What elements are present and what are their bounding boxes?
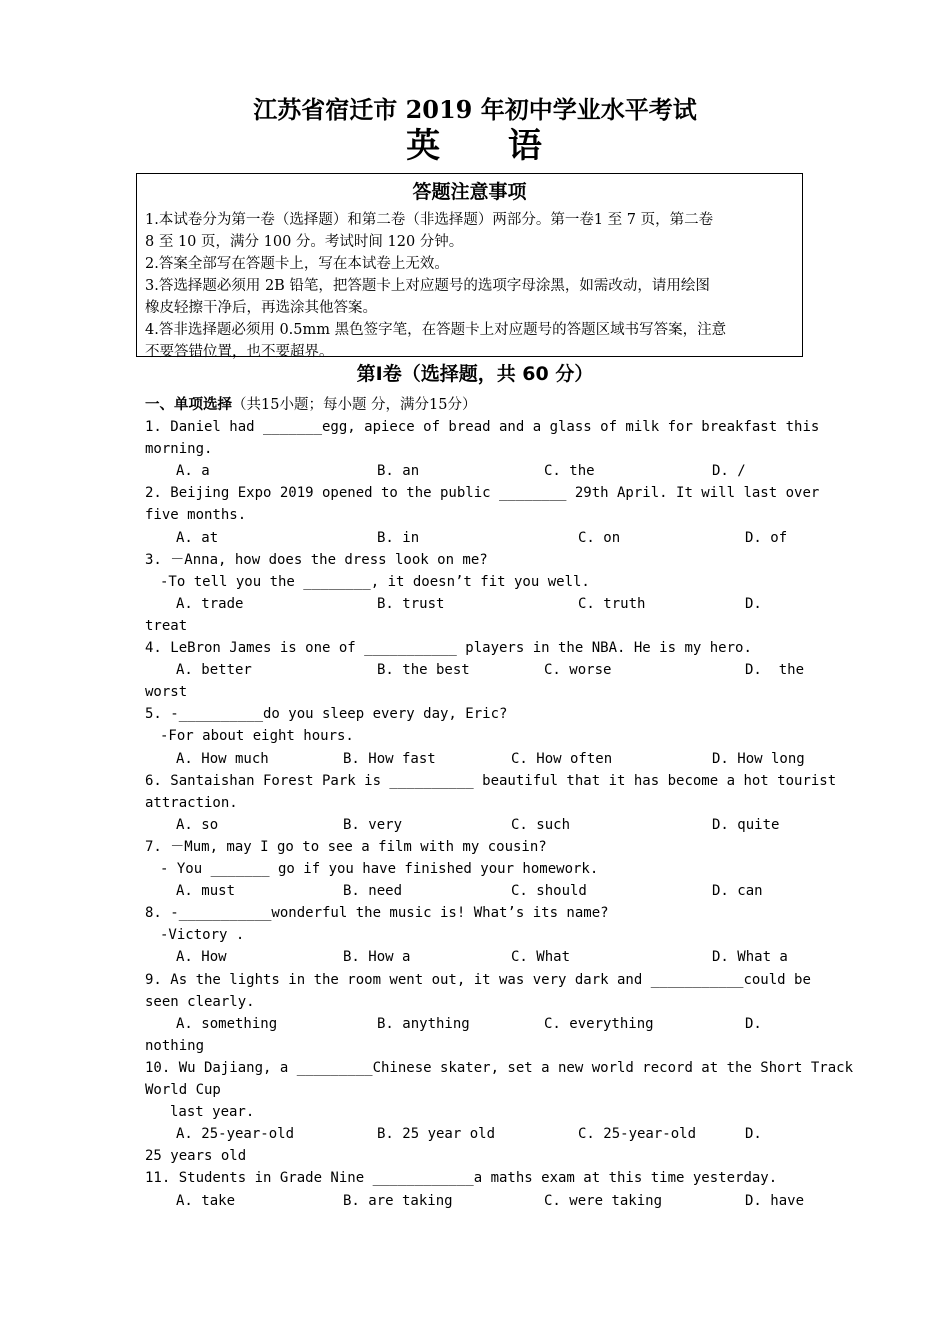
option-a: A. a: [176, 463, 210, 479]
part-heading: [145, 393, 477, 414]
question-text: attraction.: [145, 795, 238, 811]
option-b: B. trust: [377, 596, 445, 612]
question-text: 25 years old: [145, 1148, 247, 1164]
option-d: D. What a: [712, 949, 788, 965]
question-text: -To tell you the ________, it doesn’t fit you well.: [160, 574, 590, 590]
notice-line: 4.答非选择题必须用 0.5mm 黑色签字笔，在答题卡上对应题号的答题区域书写答案，注意: [145, 322, 727, 338]
option-d: D. How long: [712, 751, 805, 767]
question-text: 7. －Mum, may I go to see a film with my cousin?: [145, 839, 547, 855]
option-c: C. such: [511, 817, 571, 833]
section-title: 第Ⅰ卷（选择题，共 60 分）: [356, 363, 594, 385]
option-c: C. truth: [578, 596, 646, 612]
option-c: C. on: [578, 530, 621, 546]
option-a: A. something: [176, 1016, 278, 1032]
option-c: C. worse: [544, 662, 612, 678]
question-text: five months.: [145, 507, 247, 523]
question-text: 8. -___________wonderful the music is! What’s its name?: [145, 905, 609, 921]
option-a: A. at: [176, 530, 219, 546]
notice-line: 8 至 10 页，满分 100 分。考试时间 120 分钟。: [145, 234, 464, 250]
option-a: A. so: [176, 817, 219, 833]
question-text: last year.: [170, 1104, 255, 1120]
question-text: 9. As the lights in the room went out, it was very dark and ___________could be: [145, 972, 811, 988]
subject-title: 英 语: [406, 126, 544, 166]
option-c: C. How often: [511, 751, 613, 767]
question-text: - You _______ go if you have finished your homework.: [160, 861, 599, 877]
question-text: 5. -__________do you sleep every day, Eric?: [145, 706, 508, 722]
option-d: D. quite: [712, 817, 780, 833]
option-d: D.: [745, 1126, 762, 1142]
question-text: World Cup: [145, 1082, 221, 1098]
option-b: B. 25 year old: [377, 1126, 496, 1142]
option-d: D. have: [745, 1193, 805, 1209]
option-d: D. /: [712, 463, 746, 479]
question-text: morning.: [145, 441, 213, 457]
option-b: B. very: [343, 817, 403, 833]
question-text: seen clearly.: [145, 994, 255, 1010]
question-text: 4. LeBron James is one of ___________ players in the NBA. He is my hero.: [145, 640, 752, 656]
part-note: （共15小题；每小题 分，满分15分）: [232, 397, 477, 413]
option-a: A. take: [176, 1193, 236, 1209]
question-text: 2. Beijing Expo 2019 opened to the public ________ 29th April. It will last over: [145, 485, 820, 501]
question-text: -For about eight hours.: [160, 728, 354, 744]
option-a: A. How much: [176, 751, 269, 767]
option-a: A. 25-year-old: [176, 1126, 295, 1142]
option-a: A. must: [176, 883, 236, 899]
option-b: B. an: [377, 463, 420, 479]
option-b: B. are taking: [343, 1193, 453, 1209]
option-d: D. the: [745, 662, 805, 678]
option-c: C. everything: [544, 1016, 654, 1032]
question-text: 6. Santaishan Forest Park is __________ beautiful that it has become a hot tourist: [145, 773, 837, 789]
question-text: 1. Daniel had _______egg, apiece of bread and a glass of milk for breakfast this: [145, 419, 820, 435]
notice-line: 橡皮轻擦干净后，再选涂其他答案。: [145, 300, 377, 316]
question-text: nothing: [145, 1038, 205, 1054]
option-c: C. were taking: [544, 1193, 663, 1209]
notice-line: 1.本试卷分为第一卷（选择题）和第二卷（非选择题）两部分。第一卷1 至 7 页，第二卷: [145, 212, 714, 228]
option-c: C. should: [511, 883, 587, 899]
option-d: D.: [745, 1016, 762, 1032]
option-c: C. 25-year-old: [578, 1126, 697, 1142]
option-b: B. the best: [377, 662, 470, 678]
option-b: B. need: [343, 883, 403, 899]
option-a: A. trade: [176, 596, 244, 612]
option-d: D.: [745, 596, 762, 612]
option-b: B. How a: [343, 949, 411, 965]
question-text: 3. －Anna, how does the dress look on me?: [145, 552, 488, 568]
option-d: D. of: [745, 530, 788, 546]
option-d: D. can: [712, 883, 763, 899]
option-b: B. anything: [377, 1016, 470, 1032]
question-text: treat: [145, 618, 188, 634]
question-text: 11. Students in Grade Nine ____________a maths exam at this time yesterday.: [145, 1170, 778, 1186]
question-text: -Victory .: [160, 927, 245, 943]
option-b: B. in: [377, 530, 420, 546]
notice-line: 不要答错位置，也不要超界。: [145, 344, 334, 360]
option-c: C. the: [544, 463, 595, 479]
option-c: C. What: [511, 949, 571, 965]
option-b: B. How fast: [343, 751, 436, 767]
part-title: 一、单项选择: [145, 396, 232, 413]
question-text: 10. Wu Dajiang, a _________Chinese skater, set a new world record at the Short Track: [145, 1060, 854, 1076]
question-text: worst: [145, 684, 188, 700]
option-a: A. better: [176, 662, 252, 678]
notice-title: 答题注意事项: [412, 181, 527, 203]
option-a: A. How: [176, 949, 227, 965]
exam-title: 江苏省宿迁市 2019 年初中学业水平考试: [253, 95, 697, 124]
notice-line: 3.答选择题必须用 2B 铅笔，把答题卡上对应题号的选项字母涂黑，如需改动，请用绘图: [145, 278, 710, 294]
notice-line: 2.答案全部写在答题卡上，写在本试卷上无效。: [145, 256, 449, 272]
notice-box: [136, 173, 803, 360]
